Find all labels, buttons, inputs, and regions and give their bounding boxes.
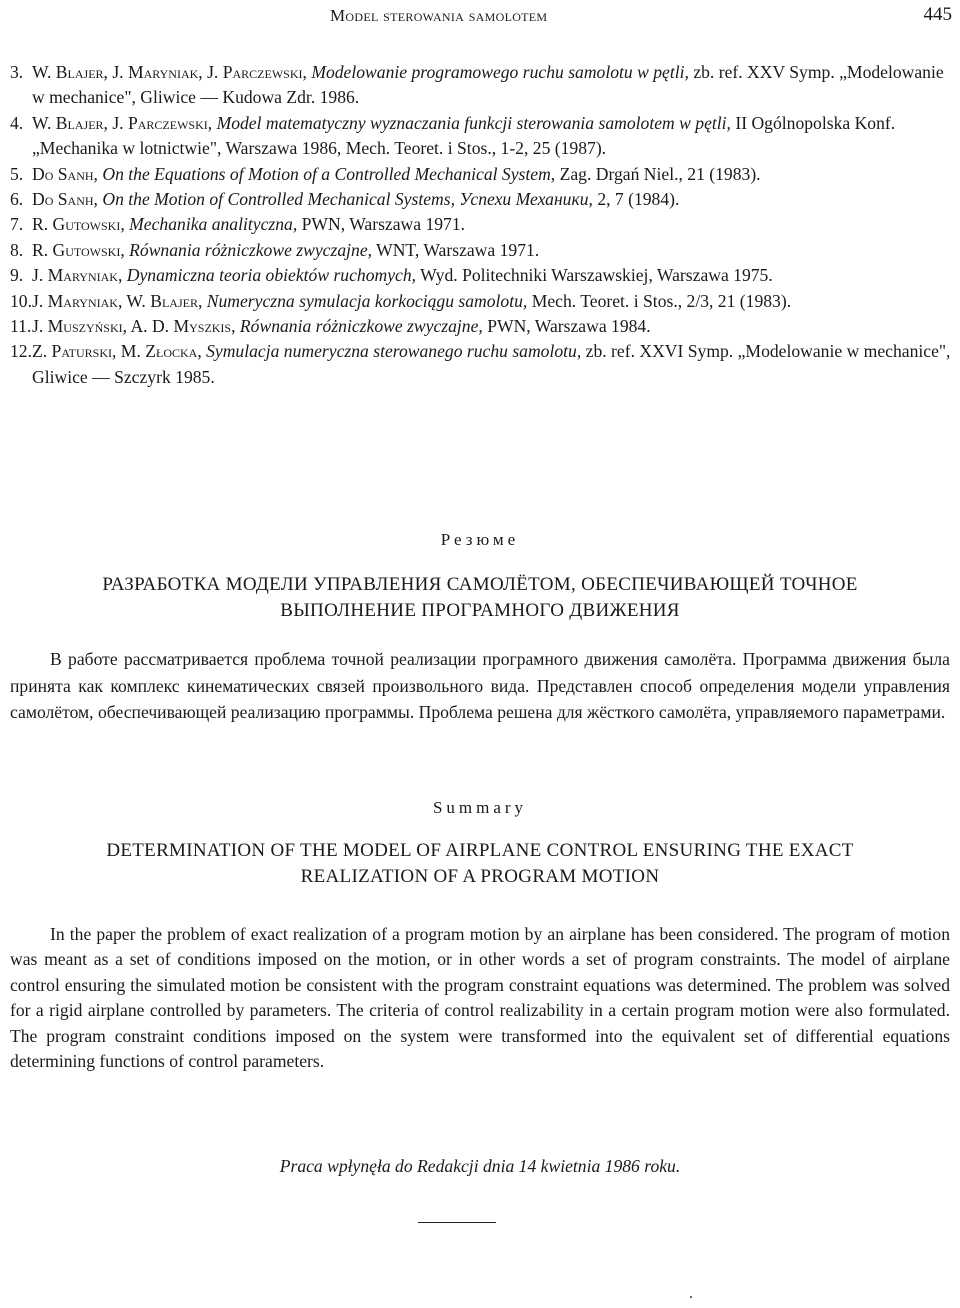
resume-title-line-1: РАЗРАБОТКА МОДЕЛИ УПРАВЛЕНИЯ САМОЛЁТОМ, ОБЕСПЕЧИВАЮЩЕЙ ТОЧНОЕ [102,574,858,595]
resume-title-line-2: ВЫПОЛНЕНИЕ ПРОГРАМНОГО ДВИЖЕНИЯ [280,600,680,621]
summary-body: In the paper the problem of exact realization of a program motion by an airplane has been considered. The program of motion was meant as a set of conditions imposed on the motion, or in other words a set of program constraints. The model of airplane control ensuring the simulated motion be consistent with the program constraint equations was determined. The problem was solved for a rigid airplane controlled by parameters. The criteria of control realizability in a certain program motion were also formulated. The program constraint conditions imposed on the system were transformed into the equivalent set of differential equations determining functions of control parameters. [10,924,950,1072]
summary-title-line-2: REALIZATION OF A PROGRAM MOTION [300,866,660,887]
resume-body: В работе рассматривается проблема точной реализации програмного движения самолёта. Программа движения была принята как комплекс кинематических связей произвольного вида. Представлен способ определения модели управления самолётом, обеспечивающей реализацию программы. Проблема решена для жёсткого самолёта, управляемого параметрами. [10,649,950,723]
reference-list [10,60,955,390]
reference-item: 3. W. Blajer, J. Maryniak, J. Parczewski, Modelowanie programowego ruchu samolotu w pętli, zb. ref. XXV Symp. „Modelowanie w mechanice", Gliwice — Kudowa Zdr. 1986. [10,62,944,108]
reference-item: 10. J. Maryniak, W. Blajer, Numeryczna symulacja korkociągu samolotu, Mech. Teoret. i Stos., 2/3, 21 (1983). [10,290,792,311]
reference-item: 9. J. Maryniak, Dynamiczna teoria obiektów ruchomych, Wyd. Politechniki Warszawskiej, Warszawa 1975. [10,265,773,286]
received-date-note: Praca wpłynęła do Redakcji dnia 14 kwietnia 1986 roku. [279,1156,681,1176]
reference-item: 7. R. Gutowski, Mechanika analityczna, PWN, Warszawa 1971. [10,214,466,235]
speck [690,1296,692,1298]
end-rule [418,1222,496,1223]
summary-title-line-1: DETERMINATION OF THE MODEL OF AIRPLANE CONTROL ENSURING THE EXACT [106,840,854,861]
summary-title [0,838,960,890]
reference-item: 6. Do Sanh, On the Motion of Controlled Mechanical Systems, Успехи Механики, 2, 7 (1984). [10,189,680,210]
reference-item: 5. Do Sanh, On the Equations of Motion of a Controlled Mechanical System, Zag. Drgań Niel., 21 (1983). [10,163,761,184]
resume-heading: Резюме [440,530,520,549]
reference-item: 11. J. Muszyński, A. D. Myszkis, Równania różniczkowe zwyczajne, PWN, Warszawa 1984. [10,316,651,337]
reference-item: 4. W. Blajer, J. Parczewski, Model matematyczny wyznaczania funkcji sterowania samolotem w pętli, II Ogólnopolska Konf. „Mechanika w lotnictwie", Warszawa 1986, Mech. Teoret. i Stos., 1-2, 25 (1987). [10,112,896,159]
reference-item: 8. R. Gutowski, Równania różniczkowe zwyczajne, WNT, Warszawa 1971. [10,239,540,260]
running-head [0,2,960,32]
reference-item: 12. Z. Paturski, M. Złocka, Symulacja numeryczna sterowanego ruchu samolotu, zb. ref. XXVI Symp. „Modelowanie w mechanice", Gliwice — Szczyrk 1985. [10,341,951,387]
running-title: Model sterowania samolotem [330,6,548,25]
page-number: 445 [923,4,952,25]
summary-heading: Summary [432,798,528,817]
resume-title [0,572,960,624]
